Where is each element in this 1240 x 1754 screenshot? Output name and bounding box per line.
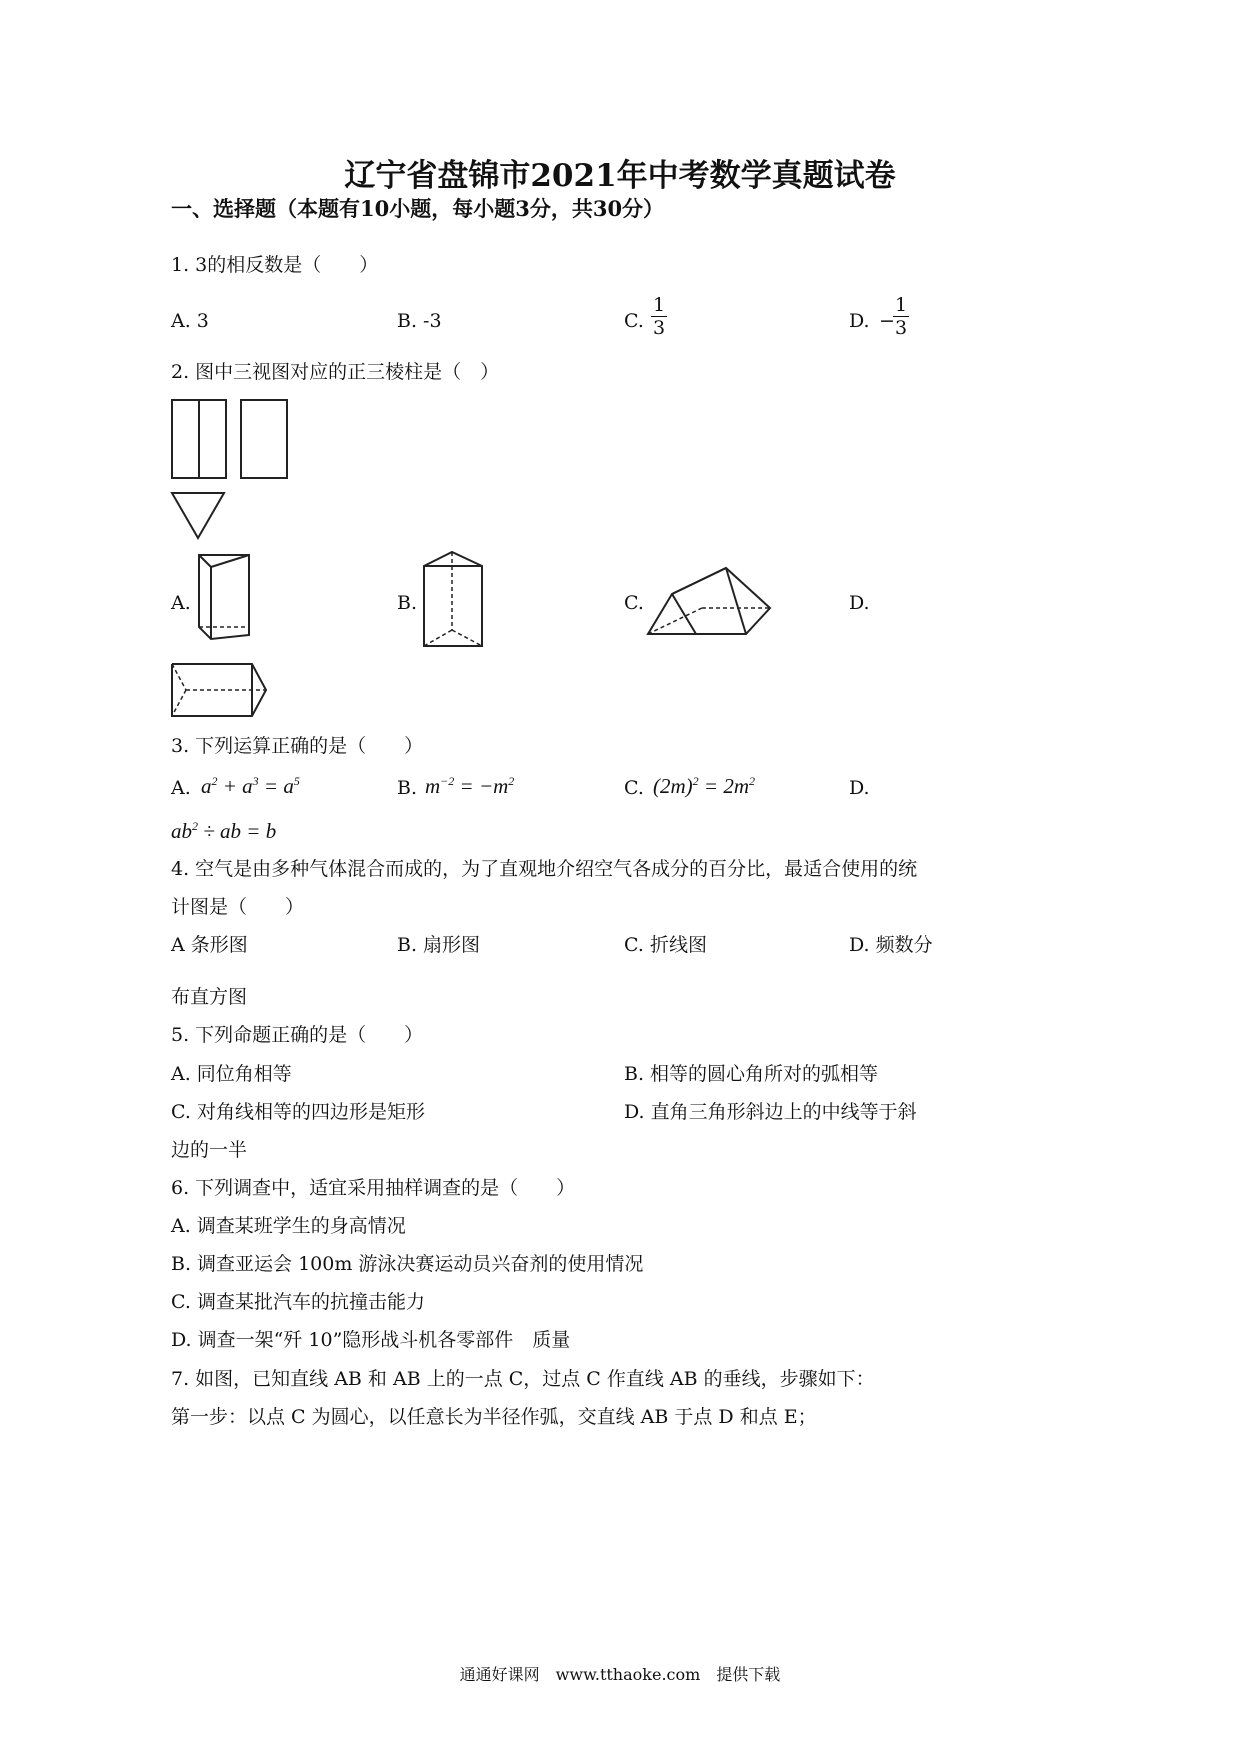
question-7-stem: 7. 如图，已知直线 AB 和 AB 上的一点 C，过点 C 作直线 AB 的垂线，步骤如下： [171, 1368, 875, 1390]
q2-option-d: D. [849, 592, 870, 614]
section-heading: 一、选择题（本题有10小题，每小题3分，共30分） [171, 196, 665, 221]
q3-option-b-label: B. [397, 777, 418, 799]
page-title: 辽宁省盘锦市2021年中考数学真题试卷 [344, 158, 896, 194]
three-view-drawing [170, 398, 290, 543]
q6-option-b: B. 调查亚运会 100m 游泳决赛运动员兴奋剂的使用情况 [171, 1253, 644, 1275]
question-1-stem: 1. 3的相反数是（ ） [171, 254, 379, 276]
q3-option-b-formula: $m^{-2} = -m^2$ [425, 774, 515, 798]
q4-option-b: B. 扇形图 [397, 934, 481, 956]
q2-option-a: A. [171, 592, 191, 614]
q4-option-c: C. 折线图 [624, 934, 707, 956]
question-4-stem-line1: 4. 空气是由多种气体混合而成的，为了直观地介绍空气各成分的百分比，最适合使用的统 [171, 858, 918, 880]
prism-c-figure [646, 566, 776, 638]
q5-option-b: B. 相等的圆心角所对的弧相等 [624, 1063, 879, 1085]
q6-option-a: A. 调查某班学生的身高情况 [171, 1215, 406, 1237]
q1-option-c-fraction [651, 294, 667, 339]
q3-option-d-formula: $ab^2$ ÷ ab = b [171, 819, 277, 843]
q4-option-a: A 条形图 [171, 934, 248, 956]
prism-b-figure [422, 550, 486, 650]
q5-option-d-line1: D. 直角三角形斜边上的中线等于斜 [624, 1101, 917, 1123]
q6-option-c: C. 调查某批汽车的抗撞击能力 [171, 1291, 425, 1313]
q1-option-d-sign: − [879, 310, 895, 332]
question-2-stem: 2. 图中三视图对应的正三棱柱是（ ） [171, 361, 500, 383]
question-6-stem: 6. 下列调查中，适宜采用抽样调查的是（ ） [171, 1177, 576, 1199]
q2-option-b: B. [397, 592, 418, 614]
q1-option-c-label: C. [624, 310, 644, 332]
question-4-stem-line2: 计图是（ ） [171, 896, 305, 918]
fraction-denominator: 3 [653, 317, 666, 339]
q4-option-d-line1: D. 频数分 [849, 934, 933, 956]
q3-option-c-formula: $(2m)^2 = 2m^2$ [653, 774, 755, 798]
page-footer: 通通好课网 www.tthaoke.com 提供下载 [459, 1665, 781, 1684]
q3-option-c-label: C. [624, 777, 644, 799]
q6-option-d: D. 调查一架“歼 10”隐形战斗机各零部件 质量 [171, 1329, 571, 1351]
q3-option-a-label: A. [171, 777, 191, 799]
q1-option-a: A. 3 [171, 310, 209, 332]
fraction-numerator: 1 [895, 294, 908, 316]
fraction-denominator: 3 [895, 317, 908, 339]
q4-option-d-line2: 布直方图 [171, 986, 248, 1008]
q3-option-a-formula: $a^2 + a^3 = a^5$ [201, 774, 300, 798]
question-3-stem: 3. 下列运算正确的是（ ） [171, 735, 424, 757]
q1-option-d-fraction [893, 294, 909, 339]
q5-option-d-line2: 边的一半 [171, 1139, 248, 1161]
prism-a-figure [195, 553, 255, 643]
question-7-step1: 第一步：以点 C 为圆心，以任意长为半径作弧，交直线 AB 于点 D 和点 E； [171, 1406, 817, 1428]
prism-d-figure [170, 662, 270, 720]
q5-option-a: A. 同位角相等 [171, 1063, 292, 1085]
question-5-stem: 5. 下列命题正确的是（ ） [171, 1024, 424, 1046]
q1-option-b: B. -3 [397, 310, 442, 332]
q2-option-c: C. [624, 592, 644, 614]
q5-option-c: C. 对角线相等的四边形是矩形 [171, 1101, 425, 1123]
q1-option-d-label: D. [849, 310, 870, 332]
q3-option-d-label: D. [849, 777, 870, 799]
fraction-numerator: 1 [653, 294, 666, 316]
